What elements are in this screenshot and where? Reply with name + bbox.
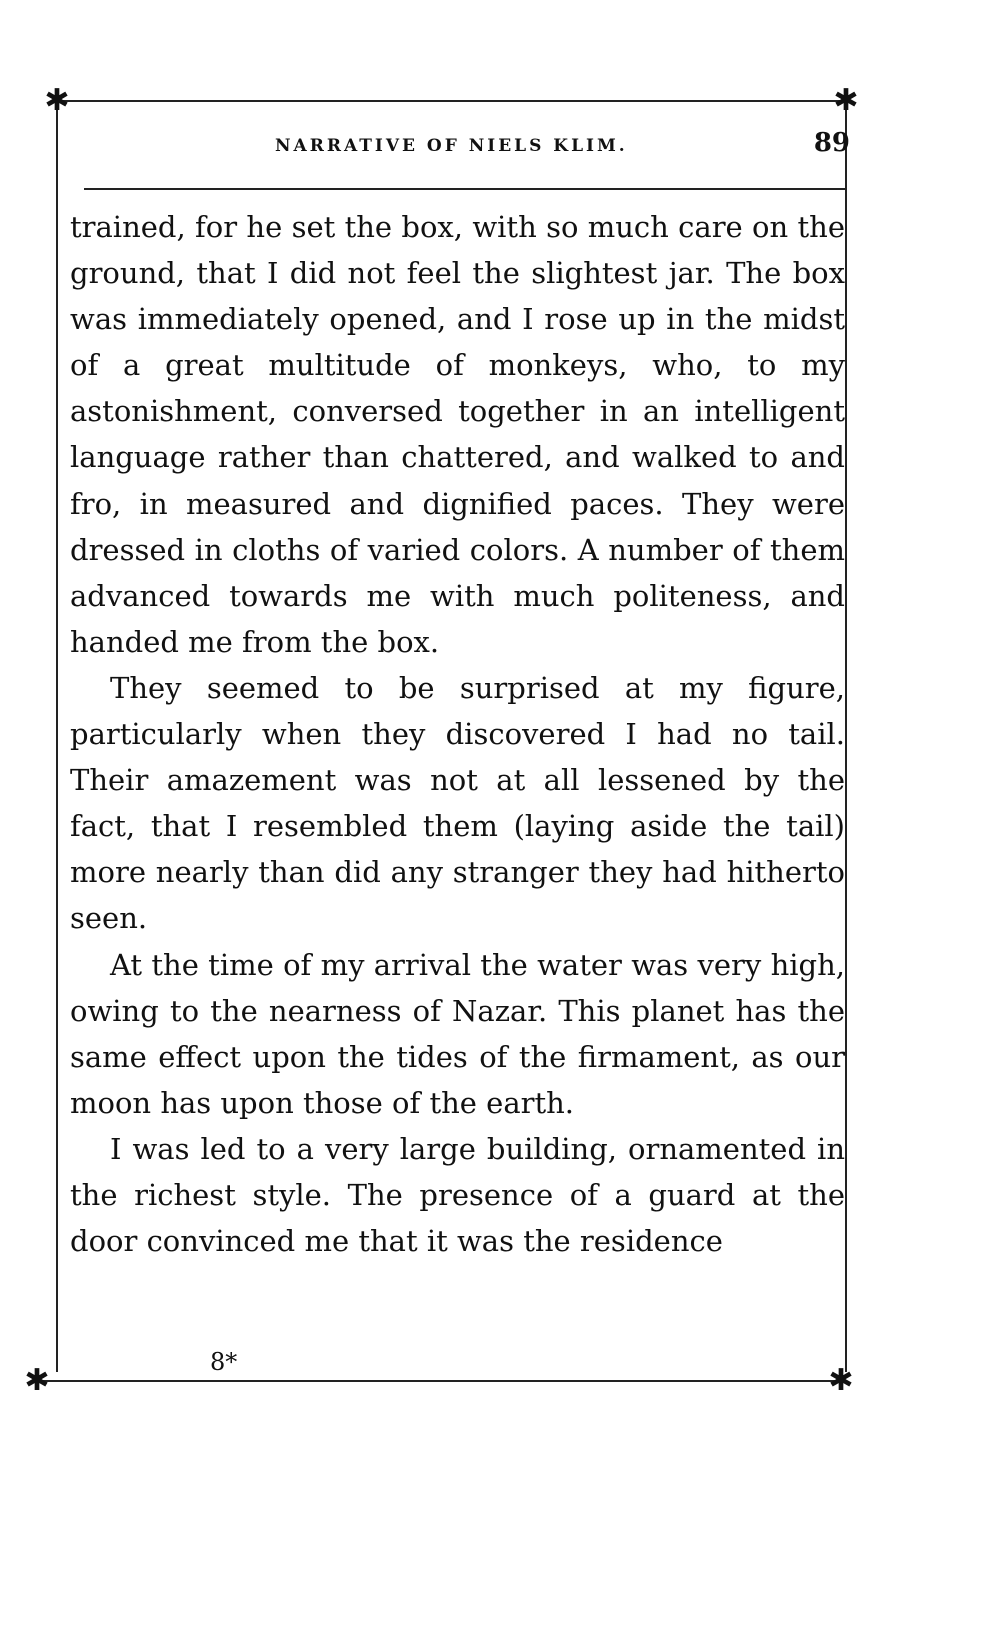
running-title: NARRATIVE OF NIELS KLIM. [275,136,628,156]
paragraph: trained, for he set the box, with so much care on the ground, that I did not feel the slightest jar. The box was immediately opened, and I rose up in the midst of a great multitude of monkeys, who, to my astonishment, conversed together in an intelligent language rather than chattered, and walked to and fro, in measured and dignified paces. They were dressed in cloths of varied colors. A number of them advanced towards me with much politeness, and handed me from the box. [70,210,845,659]
paragraph: I was led to a very large building, ornamented in the richest style. The presence of a guard at the door convinced me that it was the residence [70,1131,845,1259]
corner-ornament-bottom-left: ✱ [24,1363,50,1398]
corner-ornament-bottom-right: ✱ [828,1363,854,1398]
paragraph: At the time of my arrival the water was very high, owing to the nearness of Nazar. This planet has the same effect upon the tides of the firmament, as our moon has upon those of the earth. [70,947,845,1120]
frame-top-line [60,100,850,102]
frame-right-line [845,110,847,1372]
frame-left-line [56,110,58,1372]
page-header [80,128,850,168]
paragraph: They seemed to be surprised at my figure, particularly when they discovered I had no tail. Their amazement was not at all lessened by the fact, that I resembled them (laying aside the tail) more nearly than did any stranger they had hitherto seen. [70,670,845,936]
frame-bottom-line [40,1380,840,1382]
corner-ornament-top-left: ✱ [44,83,70,118]
body-text [70,204,845,1264]
corner-ornament-top-right: ✱ [833,83,859,118]
signature-mark: 8* [210,1348,238,1376]
page-number: 89 [813,128,850,158]
header-rule [84,188,847,190]
